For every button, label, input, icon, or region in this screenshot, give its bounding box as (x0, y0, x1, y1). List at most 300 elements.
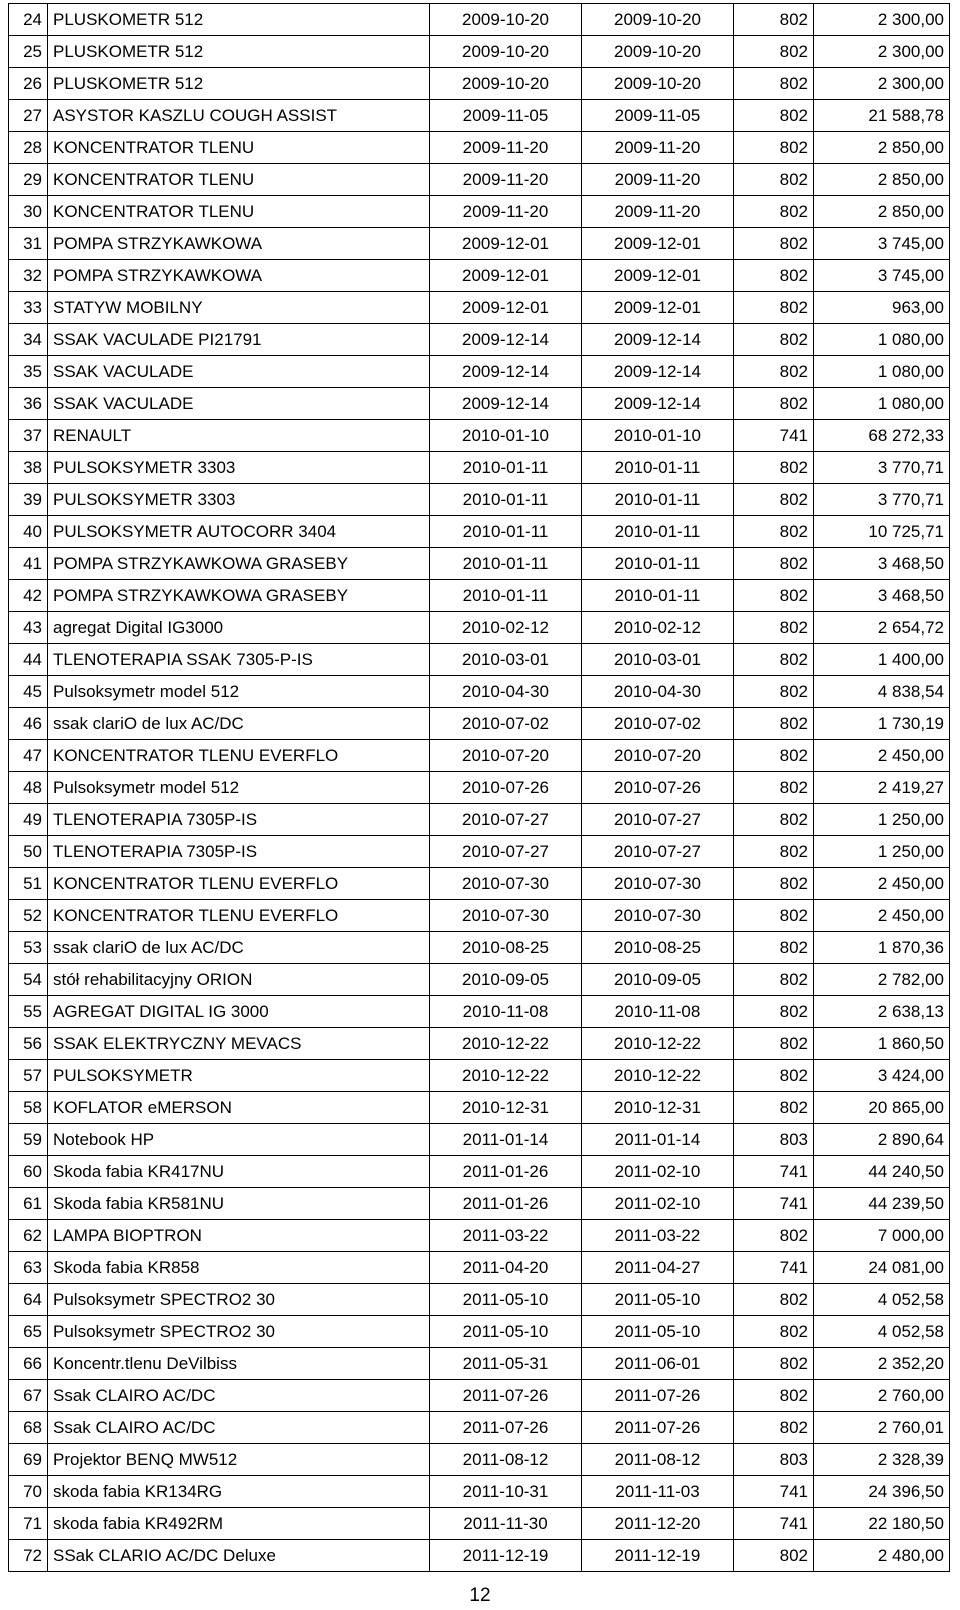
item-name-cell: KONCENTRATOR TLENU (48, 196, 430, 228)
row-number-cell: 66 (9, 1348, 48, 1380)
account-code-cell: 803 (734, 1124, 814, 1156)
table-row (9, 932, 950, 964)
table-row (9, 1156, 950, 1188)
commissioning-date-cell: 2011-03-22 (582, 1220, 734, 1252)
table-row (9, 292, 950, 324)
commissioning-date-cell: 2010-01-11 (582, 452, 734, 484)
row-number-cell: 32 (9, 260, 48, 292)
account-code-cell: 802 (734, 292, 814, 324)
item-name-cell: KONCENTRATOR TLENU (48, 164, 430, 196)
commissioning-date-cell: 2009-11-05 (582, 100, 734, 132)
item-value-cell: 2 328,39 (814, 1444, 950, 1476)
commissioning-date-cell: 2011-05-10 (582, 1284, 734, 1316)
item-value-cell: 2 760,01 (814, 1412, 950, 1444)
item-value-cell: 2 480,00 (814, 1540, 950, 1572)
item-value-cell: 2 638,13 (814, 996, 950, 1028)
item-name-cell: Koncentr.tlenu DeVilbiss (48, 1348, 430, 1380)
account-code-cell: 802 (734, 772, 814, 804)
commissioning-date-cell: 2011-06-01 (582, 1348, 734, 1380)
item-name-cell: Ssak CLAIRO AC/DC (48, 1380, 430, 1412)
item-value-cell: 20 865,00 (814, 1092, 950, 1124)
table-row (9, 260, 950, 292)
item-value-cell: 2 450,00 (814, 868, 950, 900)
table-row (9, 324, 950, 356)
acquisition-date-cell: 2011-04-20 (430, 1252, 582, 1284)
row-number-cell: 33 (9, 292, 48, 324)
item-name-cell: STATYW MOBILNY (48, 292, 430, 324)
acquisition-date-cell: 2010-08-25 (430, 932, 582, 964)
commissioning-date-cell: 2011-07-26 (582, 1412, 734, 1444)
row-number-cell: 34 (9, 324, 48, 356)
item-name-cell: Skoda fabia KR417NU (48, 1156, 430, 1188)
account-code-cell: 741 (734, 1508, 814, 1540)
commissioning-date-cell: 2010-01-11 (582, 484, 734, 516)
account-code-cell: 741 (734, 1476, 814, 1508)
table-row (9, 1412, 950, 1444)
row-number-cell: 50 (9, 836, 48, 868)
row-number-cell: 43 (9, 612, 48, 644)
row-number-cell: 67 (9, 1380, 48, 1412)
commissioning-date-cell: 2009-10-20 (582, 36, 734, 68)
item-name-cell: TLENOTERAPIA 7305P-IS (48, 804, 430, 836)
item-value-cell: 22 180,50 (814, 1508, 950, 1540)
item-value-cell: 2 352,20 (814, 1348, 950, 1380)
account-code-cell: 802 (734, 996, 814, 1028)
acquisition-date-cell: 2010-07-30 (430, 900, 582, 932)
table-row (9, 132, 950, 164)
commissioning-date-cell: 2011-01-14 (582, 1124, 734, 1156)
item-name-cell: KOFLATOR eMERSON (48, 1092, 430, 1124)
item-name-cell: ASYSTOR KASZLU COUGH ASSIST (48, 100, 430, 132)
item-name-cell: LAMPA BIOPTRON (48, 1220, 430, 1252)
acquisition-date-cell: 2010-01-11 (430, 580, 582, 612)
commissioning-date-cell: 2009-10-20 (582, 4, 734, 36)
table-row (9, 1028, 950, 1060)
account-code-cell: 802 (734, 1316, 814, 1348)
row-number-cell: 41 (9, 548, 48, 580)
item-name-cell: Pulsoksymetr SPECTRO2 30 (48, 1316, 430, 1348)
table-row (9, 388, 950, 420)
acquisition-date-cell: 2009-12-01 (430, 292, 582, 324)
table-row (9, 4, 950, 36)
item-value-cell: 2 300,00 (814, 4, 950, 36)
commissioning-date-cell: 2010-07-30 (582, 868, 734, 900)
row-number-cell: 49 (9, 804, 48, 836)
commissioning-date-cell: 2010-01-10 (582, 420, 734, 452)
item-name-cell: Pulsoksymetr model 512 (48, 772, 430, 804)
table-row (9, 996, 950, 1028)
item-value-cell: 963,00 (814, 292, 950, 324)
account-code-cell: 802 (734, 228, 814, 260)
item-value-cell: 3 424,00 (814, 1060, 950, 1092)
row-number-cell: 72 (9, 1540, 48, 1572)
acquisition-date-cell: 2009-11-20 (430, 164, 582, 196)
table-row (9, 228, 950, 260)
table-row (9, 1540, 950, 1572)
row-number-cell: 70 (9, 1476, 48, 1508)
table-body (9, 4, 950, 1572)
account-code-cell: 802 (734, 1380, 814, 1412)
commissioning-date-cell: 2009-12-01 (582, 228, 734, 260)
item-name-cell: Skoda fabia KR858 (48, 1252, 430, 1284)
item-value-cell: 3 468,50 (814, 548, 950, 580)
acquisition-date-cell: 2010-01-10 (430, 420, 582, 452)
account-code-cell: 802 (734, 548, 814, 580)
acquisition-date-cell: 2010-07-27 (430, 804, 582, 836)
account-code-cell: 802 (734, 708, 814, 740)
account-code-cell: 802 (734, 1092, 814, 1124)
item-value-cell: 4 838,54 (814, 676, 950, 708)
row-number-cell: 57 (9, 1060, 48, 1092)
row-number-cell: 29 (9, 164, 48, 196)
table-row (9, 1380, 950, 1412)
acquisition-date-cell: 2011-12-19 (430, 1540, 582, 1572)
item-name-cell: Projektor BENQ MW512 (48, 1444, 430, 1476)
table-row (9, 964, 950, 996)
commissioning-date-cell: 2011-02-10 (582, 1188, 734, 1220)
acquisition-date-cell: 2009-10-20 (430, 36, 582, 68)
item-name-cell: TLENOTERAPIA SSAK 7305-P-IS (48, 644, 430, 676)
item-value-cell: 2 450,00 (814, 900, 950, 932)
commissioning-date-cell: 2011-02-10 (582, 1156, 734, 1188)
row-number-cell: 45 (9, 676, 48, 708)
table-row (9, 1188, 950, 1220)
row-number-cell: 47 (9, 740, 48, 772)
account-code-cell: 802 (734, 900, 814, 932)
item-name-cell: ssak clariO de lux AC/DC (48, 708, 430, 740)
table-row (9, 420, 950, 452)
item-name-cell: SSAK VACULADE (48, 388, 430, 420)
acquisition-date-cell: 2010-02-12 (430, 612, 582, 644)
row-number-cell: 27 (9, 100, 48, 132)
acquisition-date-cell: 2011-07-26 (430, 1380, 582, 1412)
account-code-cell: 802 (734, 68, 814, 100)
item-value-cell: 4 052,58 (814, 1284, 950, 1316)
table-row (9, 1252, 950, 1284)
account-code-cell: 741 (734, 420, 814, 452)
account-code-cell: 802 (734, 452, 814, 484)
table-row (9, 1060, 950, 1092)
table-row (9, 164, 950, 196)
commissioning-date-cell: 2010-03-01 (582, 644, 734, 676)
row-number-cell: 28 (9, 132, 48, 164)
table-row (9, 516, 950, 548)
item-name-cell: PULSOKSYMETR 3303 (48, 452, 430, 484)
acquisition-date-cell: 2009-10-20 (430, 68, 582, 100)
commissioning-date-cell: 2010-07-26 (582, 772, 734, 804)
row-number-cell: 25 (9, 36, 48, 68)
acquisition-date-cell: 2011-05-10 (430, 1284, 582, 1316)
commissioning-date-cell: 2009-11-20 (582, 132, 734, 164)
row-number-cell: 59 (9, 1124, 48, 1156)
acquisition-date-cell: 2009-12-14 (430, 356, 582, 388)
account-code-cell: 803 (734, 1444, 814, 1476)
acquisition-date-cell: 2010-12-31 (430, 1092, 582, 1124)
item-value-cell: 2 419,27 (814, 772, 950, 804)
table-row (9, 676, 950, 708)
table-row (9, 868, 950, 900)
commissioning-date-cell: 2009-12-14 (582, 356, 734, 388)
row-number-cell: 51 (9, 868, 48, 900)
commissioning-date-cell: 2009-12-14 (582, 324, 734, 356)
table-row (9, 836, 950, 868)
item-name-cell: SSAK VACULADE (48, 356, 430, 388)
item-name-cell: skoda fabia KR134RG (48, 1476, 430, 1508)
item-value-cell: 1 860,50 (814, 1028, 950, 1060)
account-code-cell: 802 (734, 1028, 814, 1060)
item-name-cell: RENAULT (48, 420, 430, 452)
item-value-cell: 1 250,00 (814, 804, 950, 836)
table-row (9, 708, 950, 740)
acquisition-date-cell: 2011-05-10 (430, 1316, 582, 1348)
row-number-cell: 62 (9, 1220, 48, 1252)
item-value-cell: 7 000,00 (814, 1220, 950, 1252)
item-value-cell: 44 240,50 (814, 1156, 950, 1188)
acquisition-date-cell: 2010-07-02 (430, 708, 582, 740)
row-number-cell: 40 (9, 516, 48, 548)
item-name-cell: PULSOKSYMETR (48, 1060, 430, 1092)
row-number-cell: 65 (9, 1316, 48, 1348)
row-number-cell: 48 (9, 772, 48, 804)
item-name-cell: SSak CLARIO AC/DC Deluxe (48, 1540, 430, 1572)
commissioning-date-cell: 2009-12-14 (582, 388, 734, 420)
item-name-cell: AGREGAT DIGITAL IG 3000 (48, 996, 430, 1028)
item-name-cell: SSAK VACULADE PI21791 (48, 324, 430, 356)
row-number-cell: 61 (9, 1188, 48, 1220)
table-row (9, 100, 950, 132)
row-number-cell: 42 (9, 580, 48, 612)
acquisition-date-cell: 2010-11-08 (430, 996, 582, 1028)
row-number-cell: 52 (9, 900, 48, 932)
acquisition-date-cell: 2009-12-14 (430, 324, 582, 356)
item-value-cell: 1 080,00 (814, 356, 950, 388)
commissioning-date-cell: 2010-07-02 (582, 708, 734, 740)
account-code-cell: 802 (734, 516, 814, 548)
item-value-cell: 1 730,19 (814, 708, 950, 740)
account-code-cell: 802 (734, 964, 814, 996)
acquisition-date-cell: 2010-01-11 (430, 484, 582, 516)
table-row (9, 452, 950, 484)
item-name-cell: Pulsoksymetr model 512 (48, 676, 430, 708)
row-number-cell: 26 (9, 68, 48, 100)
row-number-cell: 53 (9, 932, 48, 964)
commissioning-date-cell: 2010-02-12 (582, 612, 734, 644)
account-code-cell: 802 (734, 612, 814, 644)
acquisition-date-cell: 2011-01-26 (430, 1156, 582, 1188)
account-code-cell: 802 (734, 836, 814, 868)
acquisition-date-cell: 2011-07-26 (430, 1412, 582, 1444)
item-name-cell: Notebook HP (48, 1124, 430, 1156)
row-number-cell: 56 (9, 1028, 48, 1060)
row-number-cell: 30 (9, 196, 48, 228)
table-row (9, 740, 950, 772)
commissioning-date-cell: 2010-01-11 (582, 580, 734, 612)
table-row (9, 1092, 950, 1124)
item-value-cell: 3 745,00 (814, 228, 950, 260)
commissioning-date-cell: 2011-11-03 (582, 1476, 734, 1508)
item-name-cell: PLUSKOMETR 512 (48, 36, 430, 68)
acquisition-date-cell: 2011-01-14 (430, 1124, 582, 1156)
commissioning-date-cell: 2009-12-01 (582, 260, 734, 292)
account-code-cell: 802 (734, 1540, 814, 1572)
account-code-cell: 802 (734, 356, 814, 388)
row-number-cell: 68 (9, 1412, 48, 1444)
item-value-cell: 1 080,00 (814, 324, 950, 356)
account-code-cell: 802 (734, 164, 814, 196)
table-row (9, 1220, 950, 1252)
account-code-cell: 802 (734, 644, 814, 676)
commissioning-date-cell: 2011-07-26 (582, 1380, 734, 1412)
item-value-cell: 1 870,36 (814, 932, 950, 964)
account-code-cell: 802 (734, 4, 814, 36)
item-name-cell: PULSOKSYMETR 3303 (48, 484, 430, 516)
acquisition-date-cell: 2011-01-26 (430, 1188, 582, 1220)
row-number-cell: 37 (9, 420, 48, 452)
item-value-cell: 3 468,50 (814, 580, 950, 612)
acquisition-date-cell: 2009-11-05 (430, 100, 582, 132)
item-value-cell: 1 080,00 (814, 388, 950, 420)
acquisition-date-cell: 2011-03-22 (430, 1220, 582, 1252)
item-name-cell: PLUSKOMETR 512 (48, 4, 430, 36)
account-code-cell: 741 (734, 1188, 814, 1220)
item-name-cell: agregat Digital IG3000 (48, 612, 430, 644)
commissioning-date-cell: 2010-11-08 (582, 996, 734, 1028)
commissioning-date-cell: 2010-01-11 (582, 548, 734, 580)
account-code-cell: 802 (734, 868, 814, 900)
item-value-cell: 24 081,00 (814, 1252, 950, 1284)
row-number-cell: 71 (9, 1508, 48, 1540)
account-code-cell: 802 (734, 1060, 814, 1092)
acquisition-date-cell: 2010-12-22 (430, 1028, 582, 1060)
account-code-cell: 802 (734, 100, 814, 132)
item-value-cell: 3 770,71 (814, 484, 950, 516)
table-row (9, 196, 950, 228)
account-code-cell: 802 (734, 580, 814, 612)
item-value-cell: 4 052,58 (814, 1316, 950, 1348)
table-row (9, 1124, 950, 1156)
row-number-cell: 58 (9, 1092, 48, 1124)
item-value-cell: 3 745,00 (814, 260, 950, 292)
row-number-cell: 31 (9, 228, 48, 260)
account-code-cell: 802 (734, 196, 814, 228)
row-number-cell: 24 (9, 4, 48, 36)
table-row (9, 580, 950, 612)
acquisition-date-cell: 2009-10-20 (430, 4, 582, 36)
row-number-cell: 46 (9, 708, 48, 740)
item-name-cell: Ssak CLAIRO AC/DC (48, 1412, 430, 1444)
acquisition-date-cell: 2010-09-05 (430, 964, 582, 996)
acquisition-date-cell: 2010-04-30 (430, 676, 582, 708)
account-code-cell: 802 (734, 1284, 814, 1316)
inventory-table (8, 3, 950, 1572)
row-number-cell: 64 (9, 1284, 48, 1316)
acquisition-date-cell: 2010-03-01 (430, 644, 582, 676)
commissioning-date-cell: 2010-08-25 (582, 932, 734, 964)
acquisition-date-cell: 2010-01-11 (430, 548, 582, 580)
table-row (9, 356, 950, 388)
commissioning-date-cell: 2011-05-10 (582, 1316, 734, 1348)
item-value-cell: 2 760,00 (814, 1380, 950, 1412)
item-name-cell: POMPA STRZYKAWKOWA GRASEBY (48, 548, 430, 580)
table-row (9, 484, 950, 516)
commissioning-date-cell: 2011-12-20 (582, 1508, 734, 1540)
commissioning-date-cell: 2010-09-05 (582, 964, 734, 996)
acquisition-date-cell: 2010-07-27 (430, 836, 582, 868)
item-name-cell: POMPA STRZYKAWKOWA (48, 260, 430, 292)
row-number-cell: 38 (9, 452, 48, 484)
item-value-cell: 2 300,00 (814, 36, 950, 68)
item-value-cell: 1 400,00 (814, 644, 950, 676)
item-name-cell: POMPA STRZYKAWKOWA GRASEBY (48, 580, 430, 612)
item-name-cell: TLENOTERAPIA 7305P-IS (48, 836, 430, 868)
acquisition-date-cell: 2011-05-31 (430, 1348, 582, 1380)
commissioning-date-cell: 2009-10-20 (582, 68, 734, 100)
row-number-cell: 39 (9, 484, 48, 516)
item-value-cell: 68 272,33 (814, 420, 950, 452)
account-code-cell: 802 (734, 260, 814, 292)
table-row (9, 1348, 950, 1380)
item-value-cell: 21 588,78 (814, 100, 950, 132)
commissioning-date-cell: 2011-08-12 (582, 1444, 734, 1476)
acquisition-date-cell: 2010-01-11 (430, 516, 582, 548)
table-row (9, 1284, 950, 1316)
item-value-cell: 2 300,00 (814, 68, 950, 100)
row-number-cell: 35 (9, 356, 48, 388)
account-code-cell: 802 (734, 132, 814, 164)
account-code-cell: 741 (734, 1156, 814, 1188)
item-value-cell: 2 654,72 (814, 612, 950, 644)
account-code-cell: 802 (734, 388, 814, 420)
acquisition-date-cell: 2009-11-20 (430, 132, 582, 164)
commissioning-date-cell: 2009-11-20 (582, 164, 734, 196)
item-name-cell: KONCENTRATOR TLENU EVERFLO (48, 900, 430, 932)
item-name-cell: stół rehabilitacyjny ORION (48, 964, 430, 996)
table-row (9, 1444, 950, 1476)
acquisition-date-cell: 2009-12-01 (430, 228, 582, 260)
item-name-cell: KONCENTRATOR TLENU (48, 132, 430, 164)
acquisition-date-cell: 2009-12-14 (430, 388, 582, 420)
commissioning-date-cell: 2010-07-30 (582, 900, 734, 932)
commissioning-date-cell: 2009-11-20 (582, 196, 734, 228)
table-row (9, 804, 950, 836)
item-name-cell: POMPA STRZYKAWKOWA (48, 228, 430, 260)
item-value-cell: 2 450,00 (814, 740, 950, 772)
table-row (9, 548, 950, 580)
account-code-cell: 802 (734, 324, 814, 356)
commissioning-date-cell: 2010-04-30 (582, 676, 734, 708)
page-number: 12 (469, 1585, 491, 1606)
acquisition-date-cell: 2009-12-01 (430, 260, 582, 292)
table-row (9, 644, 950, 676)
account-code-cell: 741 (734, 1252, 814, 1284)
commissioning-date-cell: 2009-12-01 (582, 292, 734, 324)
commissioning-date-cell: 2010-07-20 (582, 740, 734, 772)
item-value-cell: 3 770,71 (814, 452, 950, 484)
item-name-cell: KONCENTRATOR TLENU EVERFLO (48, 740, 430, 772)
item-value-cell: 2 850,00 (814, 132, 950, 164)
commissioning-date-cell: 2011-12-19 (582, 1540, 734, 1572)
account-code-cell: 802 (734, 1220, 814, 1252)
account-code-cell: 802 (734, 676, 814, 708)
table-row (9, 68, 950, 100)
acquisition-date-cell: 2010-07-20 (430, 740, 582, 772)
commissioning-date-cell: 2011-04-27 (582, 1252, 734, 1284)
table-row (9, 1508, 950, 1540)
item-name-cell: PLUSKOMETR 512 (48, 68, 430, 100)
item-value-cell: 2 782,00 (814, 964, 950, 996)
table-row (9, 772, 950, 804)
acquisition-date-cell: 2010-07-30 (430, 868, 582, 900)
